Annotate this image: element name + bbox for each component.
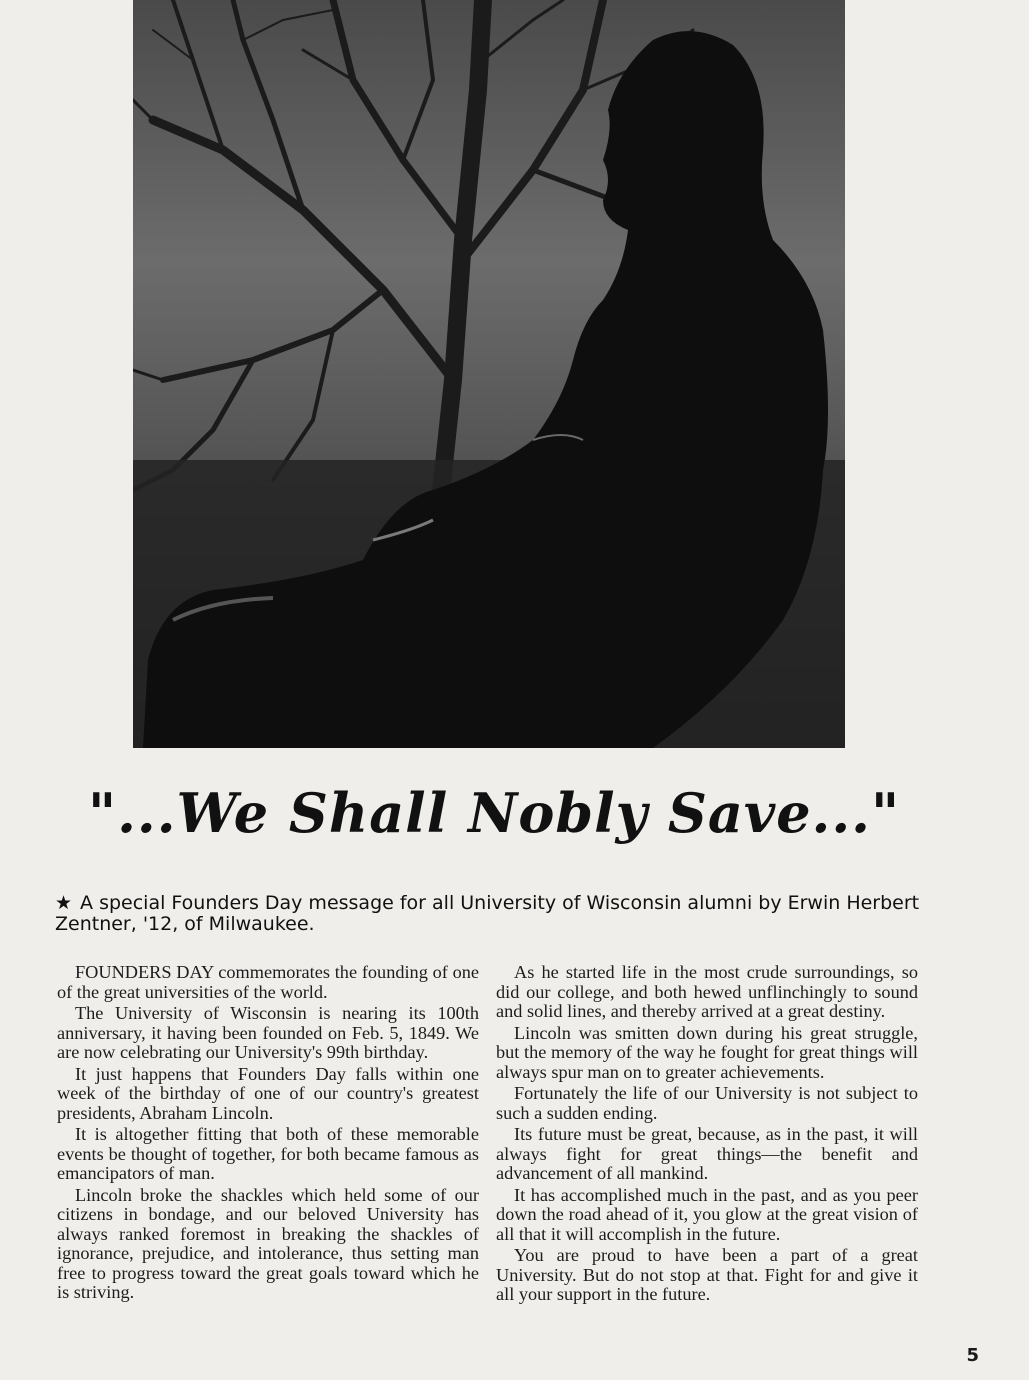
article-headline: "...We Shall Nobly Save...": [88, 781, 901, 845]
paragraph: It is altogether fitting that both of these memorable events be thought of together, for both became famous as emancipators of man.: [57, 1124, 479, 1183]
article-column-right: [496, 963, 918, 1307]
lincoln-statue-photo: [133, 0, 845, 748]
paragraph: It has accomplished much in the past, and as you peer down the road ahead of it, you glow at the great vision of all that it will accomplish in the future.: [496, 1184, 918, 1244]
byline-text: A special Founders Day message for all University of Wisconsin alumni by Erwin Herbert Zentner, '12, of Milwaukee.: [55, 892, 920, 935]
paragraph: Lincoln was smitten down during his great struggle, but the memory of the way he fought for great things will always spur man on to greater achievements.: [496, 1022, 918, 1082]
paragraph: You are proud to have been a part of a great University. But do not stop at that. Fight for and give it all your support in the future.: [496, 1245, 918, 1304]
paragraph: As he started life in the most crude surroundings, so did our college, and both hewed unflinchingly to sound and solid lines, and thereby arrived at a great destiny.: [496, 962, 918, 1021]
paragraph: FOUNDERS DAY commemorates the founding of one of the great universities of the world.: [57, 962, 479, 1002]
paragraph: It just happens that Founders Day falls within one week of the birthday of one of our country's greatest presidents, Abraham Lincoln.: [57, 1063, 479, 1123]
paragraph: The University of Wisconsin is nearing its 100th anniversary, it having been founded on Feb. 5, 1849. We are now celebrating our University's 99th birthday.: [57, 1003, 479, 1062]
star-icon: ★: [55, 892, 73, 914]
page-number: 5: [966, 1345, 979, 1366]
byline: [55, 893, 935, 935]
paragraph: Fortunately the life of our University is not subject to such a sudden ending.: [496, 1083, 918, 1123]
article-column-left: [57, 963, 479, 1305]
paragraph: Lincoln broke the shackles which held some of our citizens in bondage, and our beloved University has always ranked foremost in breaking the shackles of ignorance, prejudice, and intolerance, thus setting man free to progress toward the great goals toward which he is striving.: [57, 1184, 479, 1302]
paragraph: Its future must be great, because, as in the past, it will always fight for great things—the benefit and advancement of all mankind.: [496, 1124, 918, 1183]
